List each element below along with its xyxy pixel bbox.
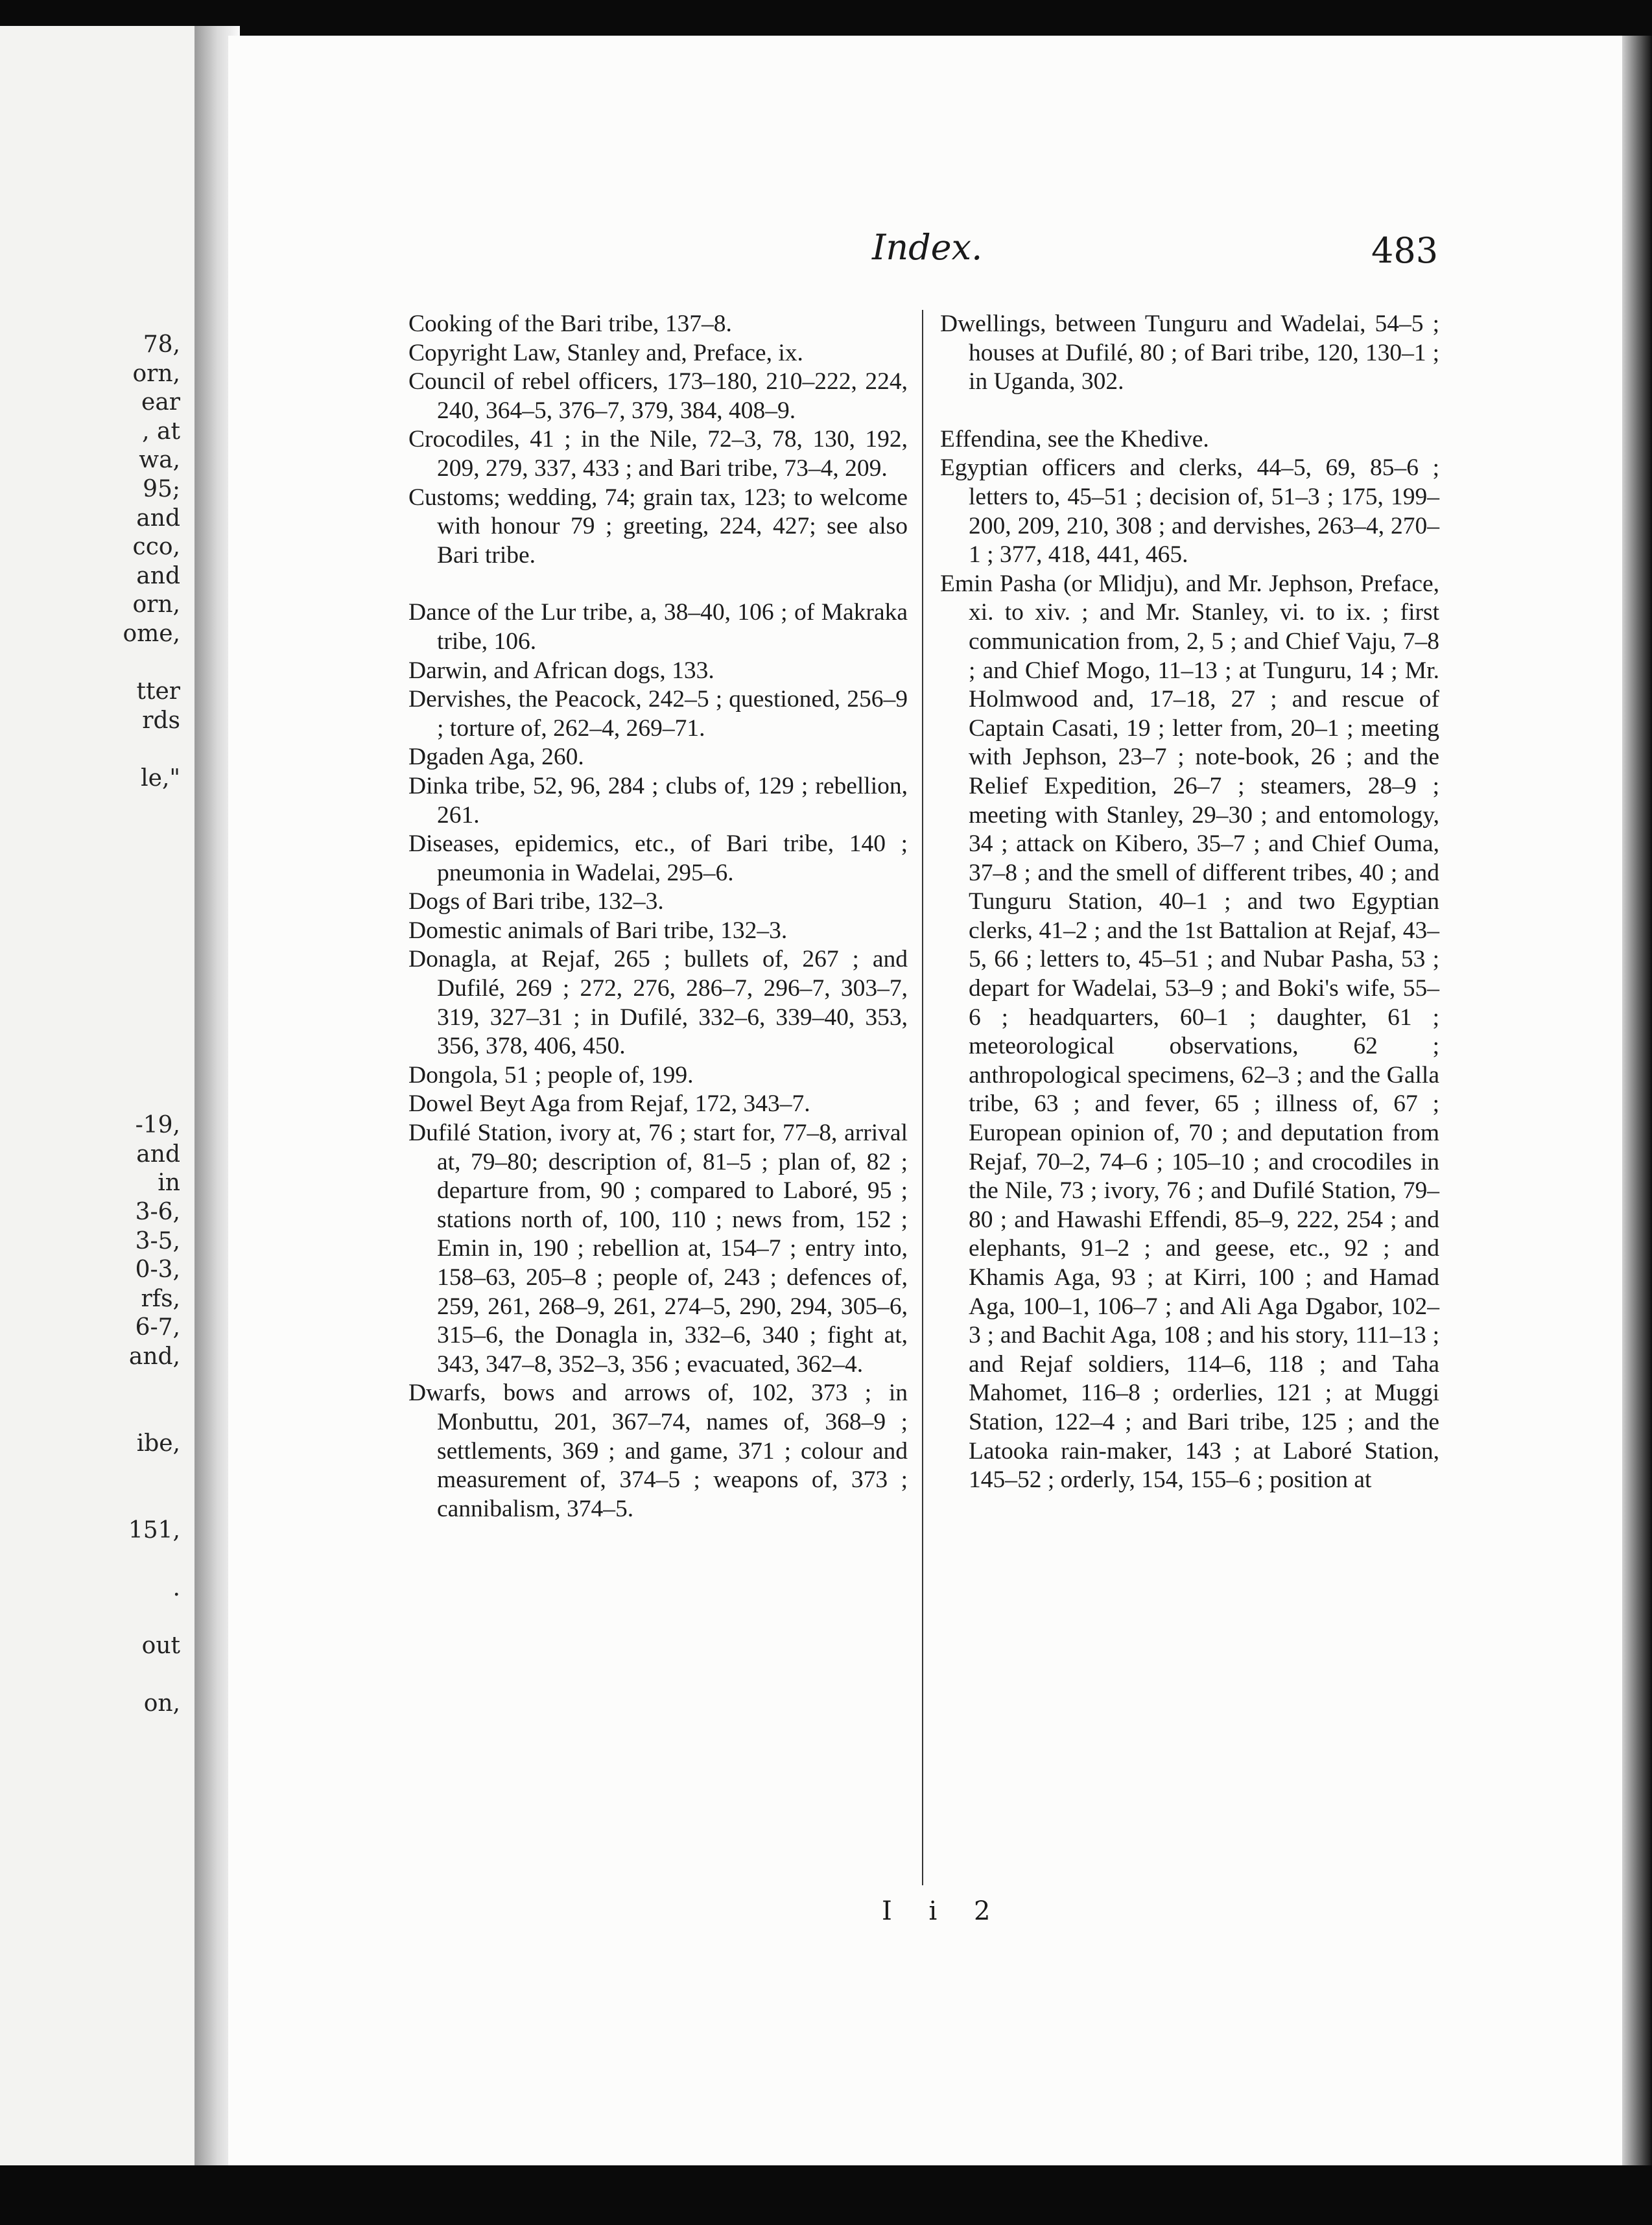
index-entry: Domestic animals of Bari tribe, 132–3.: [408, 917, 788, 944]
facing-page-fragment: .: [172, 1574, 180, 1601]
facing-page-fragment: orn,: [132, 360, 180, 387]
facing-page-fragment: rfs,: [141, 1285, 180, 1312]
page-edge: [1622, 36, 1652, 2165]
scan-border: [0, 2165, 1652, 2225]
facing-page-fragment: and: [136, 504, 180, 532]
facing-page: [0, 26, 195, 2165]
index-entry: Donagla, at Rejaf, 265 ; bullets of, 267 ; and Dufilé, 269 ; 272, 276, 286–7, 296–7, 303–7, 319, 327–31 ; in Dufilé, 332–6, 339–40, 353, 356, 378, 406, 450.: [408, 946, 908, 1060]
facing-page-fragment: ome,: [123, 620, 180, 647]
index-entry: Emin Pasha (or Mlidju), and Mr. Jephson, Preface, xi. to xiv. ; and Mr. Stanley, vi. to ix. ; first communication from, 2, 5 ; and Chief Vaju, 7–8 ; and Chief Mogo, 11–13 ; at Tunguru, 14 ; Mr. Holmwood and, 17–18, 27 ; and rescue of Captain Casati, 19 ; letter from, 20–1 ; meeting with Jephson, 23–7 ; note-book, 26 ; and the Relief Expedition, 26–7 ; steamers, 28–9 ; meeting with Stanley, 29–30 ; and entomology, 34 ; attack on Kibero, 35–7 ; and Chief Ouma, 37–8 ; and the smell of different tribes, 40 ; and Tunguru Station, 40–1 ; and two Egyptian clerks, 41–2 ; and the 1st Battalion at Rejaf, 43–5, 66 ; letters to, 45–51 ; and Nubar Pasha, 53 ; depart for Wadelai, 53–9 ; and Boki's wife, 55–6 ; headquarters, 60–1 ; daughter, 61 ; meteorological observations, 62 ; anthropological specimens, 62–3 ; and the Galla tribe, 63 ; and fever, 65 ; illness of, 67 ; European opinion of, 70 ; and deputation from Rejaf, 70–2, 74–6 ; 105–10 ; and crocodiles in the Nile, 73 ; ivory, 76 ; and Dufilé Station, 79–80 ; and Hawashi Effendi, 85–9, 222, 254 ; and elephants, 91–2 ; and geese, etc., 92 ; and Khamis Aga, 93 ; at Kirri, 100 ; and Hamad Aga, 100–1, 106–7 ; and Ali Aga Dgabor, 102–3 ; and Bachit Aga, 108 ; and his story, 111–13 ; and Rejaf soldiers, 114–6, 118 ; and Taha Mahomet, 116–8 ; orderlies, 121 ; at Muggi Station, 122–4 ; and Bari tribe, 125 ; and the Latooka rain-maker, 143 ; at Laboré Station, 145–52 ; orderly, 154, 155–6 ; position at: [940, 570, 1439, 1494]
signature-mark: I i 2: [882, 1896, 1005, 1926]
index-entry: Dinka tribe, 52, 96, 284 ; clubs of, 129 ; rebellion, 261.: [408, 772, 908, 829]
index-entry: Dwellings, between Tunguru and Wadelai, 54–5 ; houses at Dufilé, 80 ; of Bari tribe, 120, 130–1 ; in Uganda, 302.: [940, 311, 1439, 395]
index-entry: Darwin, and African dogs, 133.: [408, 657, 714, 684]
index-entry: Dufilé Station, ivory at, 76 ; start for, 77–8, arrival at, 79–80; description of, 81–5 ; plan of, 82 ; departure from, 90 ; compared to Laboré, 95 ; stations north of, 100, 110 ; news from, 152 ; Emin in, 190 ; rebellion at, 154–7 ; entry into, 158–63, 205–8 ; people of, 243 ; defences of, 259, 261, 268–9, 261, 274–5, 290, 294, 305–6, 315–6, the Donagla in, 332–6, 340 ; fight at, 343, 347–8, 352–3, 356 ; evacuated, 362–4.: [408, 1120, 908, 1378]
index-entry: Council of rebel officers, 173–180, 210–222, 224, 240, 364–5, 376–7, 379, 384, 408–9.: [408, 368, 908, 424]
facing-page-fragment: tter: [136, 678, 180, 705]
column-divider: [922, 310, 923, 1885]
index-entry: Dongola, 51 ; people of, 199.: [408, 1061, 694, 1089]
index-entry: Crocodiles, 41 ; in the Nile, 72–3, 78, 130, 192, 209, 279, 337, 433 ; and Bari tribe, 73–4, 209.: [408, 426, 908, 482]
index-entry: Dervishes, the Peacock, 242–5 ; questioned, 256–9 ; torture of, 262–4, 269–71.: [408, 686, 908, 742]
page-number: 483: [1371, 230, 1439, 271]
index-column-left: [408, 310, 908, 1524]
facing-page-fragment: ear: [141, 389, 180, 416]
index-entry: Dwarfs, bows and arrows of, 102, 373 ; in Monbuttu, 201, 367–74, names of, 368–9 ; settlements, 369 ; and game, 371 ; colour and measurement of, 374–5 ; weapons of, 373 ; cannibalism, 374–5.: [408, 1380, 908, 1522]
facing-page-fragment: 151,: [128, 1516, 180, 1544]
facing-page-fragment: and: [136, 562, 180, 589]
facing-page-fragment: -19,: [135, 1112, 180, 1139]
facing-page-fragment: 78,: [143, 331, 180, 358]
facing-page-fragment: , at: [142, 418, 180, 445]
facing-page-fragment: orn,: [132, 591, 180, 618]
facing-page-fragment: rds: [142, 707, 180, 734]
index-entry: Copyright Law, Stanley and, Preface, ix.: [408, 339, 803, 366]
index-entry: Diseases, epidemics, etc., of Bari tribe, 140 ; pneumonia in Wadelai, 295–6.: [408, 830, 908, 886]
facing-page-fragment: 6-7,: [135, 1314, 180, 1341]
index-entry: Dgaden Aga, 260.: [408, 744, 584, 771]
facing-page-fragment: and,: [128, 1343, 180, 1370]
facing-page-fragment: 3-5,: [135, 1227, 180, 1254]
facing-page-fragment: cco,: [132, 534, 180, 561]
index-entry: Dance of the Lur tribe, a, 38–40, 106 ; of Makraka tribe, 106.: [408, 599, 908, 655]
facing-page-fragment: 3-6,: [135, 1199, 180, 1225]
facing-page-fragment: le,": [141, 765, 180, 792]
index-entry: Dowel Beyt Aga from Rejaf, 172, 343–7.: [408, 1090, 810, 1118]
facing-page-fragment: in: [158, 1170, 180, 1197]
index-entry: Effendina, see the Khedive.: [940, 425, 1209, 453]
running-title: Index.: [872, 227, 983, 268]
facing-page-fragment: and: [136, 1140, 180, 1168]
facing-page-fragment: wa,: [139, 447, 180, 474]
facing-page-fragment: ibe,: [136, 1430, 180, 1457]
facing-page-fragment: on,: [143, 1690, 180, 1717]
index-entry: Dogs of Bari tribe, 132–3.: [408, 888, 664, 915]
facing-page-fragment: out: [141, 1632, 180, 1659]
index-entry: Cooking of the Bari tribe, 137–8.: [408, 311, 732, 337]
facing-page-fragment: 0-3,: [135, 1256, 180, 1284]
facing-page-fragment: 95;: [143, 476, 180, 502]
index-entry: Customs; wedding, 74; grain tax, 123; to welcome with honour 79 ; greeting, 224, 427; see also Bari tribe.: [408, 484, 908, 569]
index-entry: Egyptian officers and clerks, 44–5, 69, 85–6 ; letters to, 45–51 ; decision of, 51–3 ; 175, 199–200, 209, 210, 308 ; and dervishes, 263–4, 270–1 ; 377, 418, 441, 465.: [940, 454, 1439, 569]
index-column-right: [940, 310, 1439, 1495]
